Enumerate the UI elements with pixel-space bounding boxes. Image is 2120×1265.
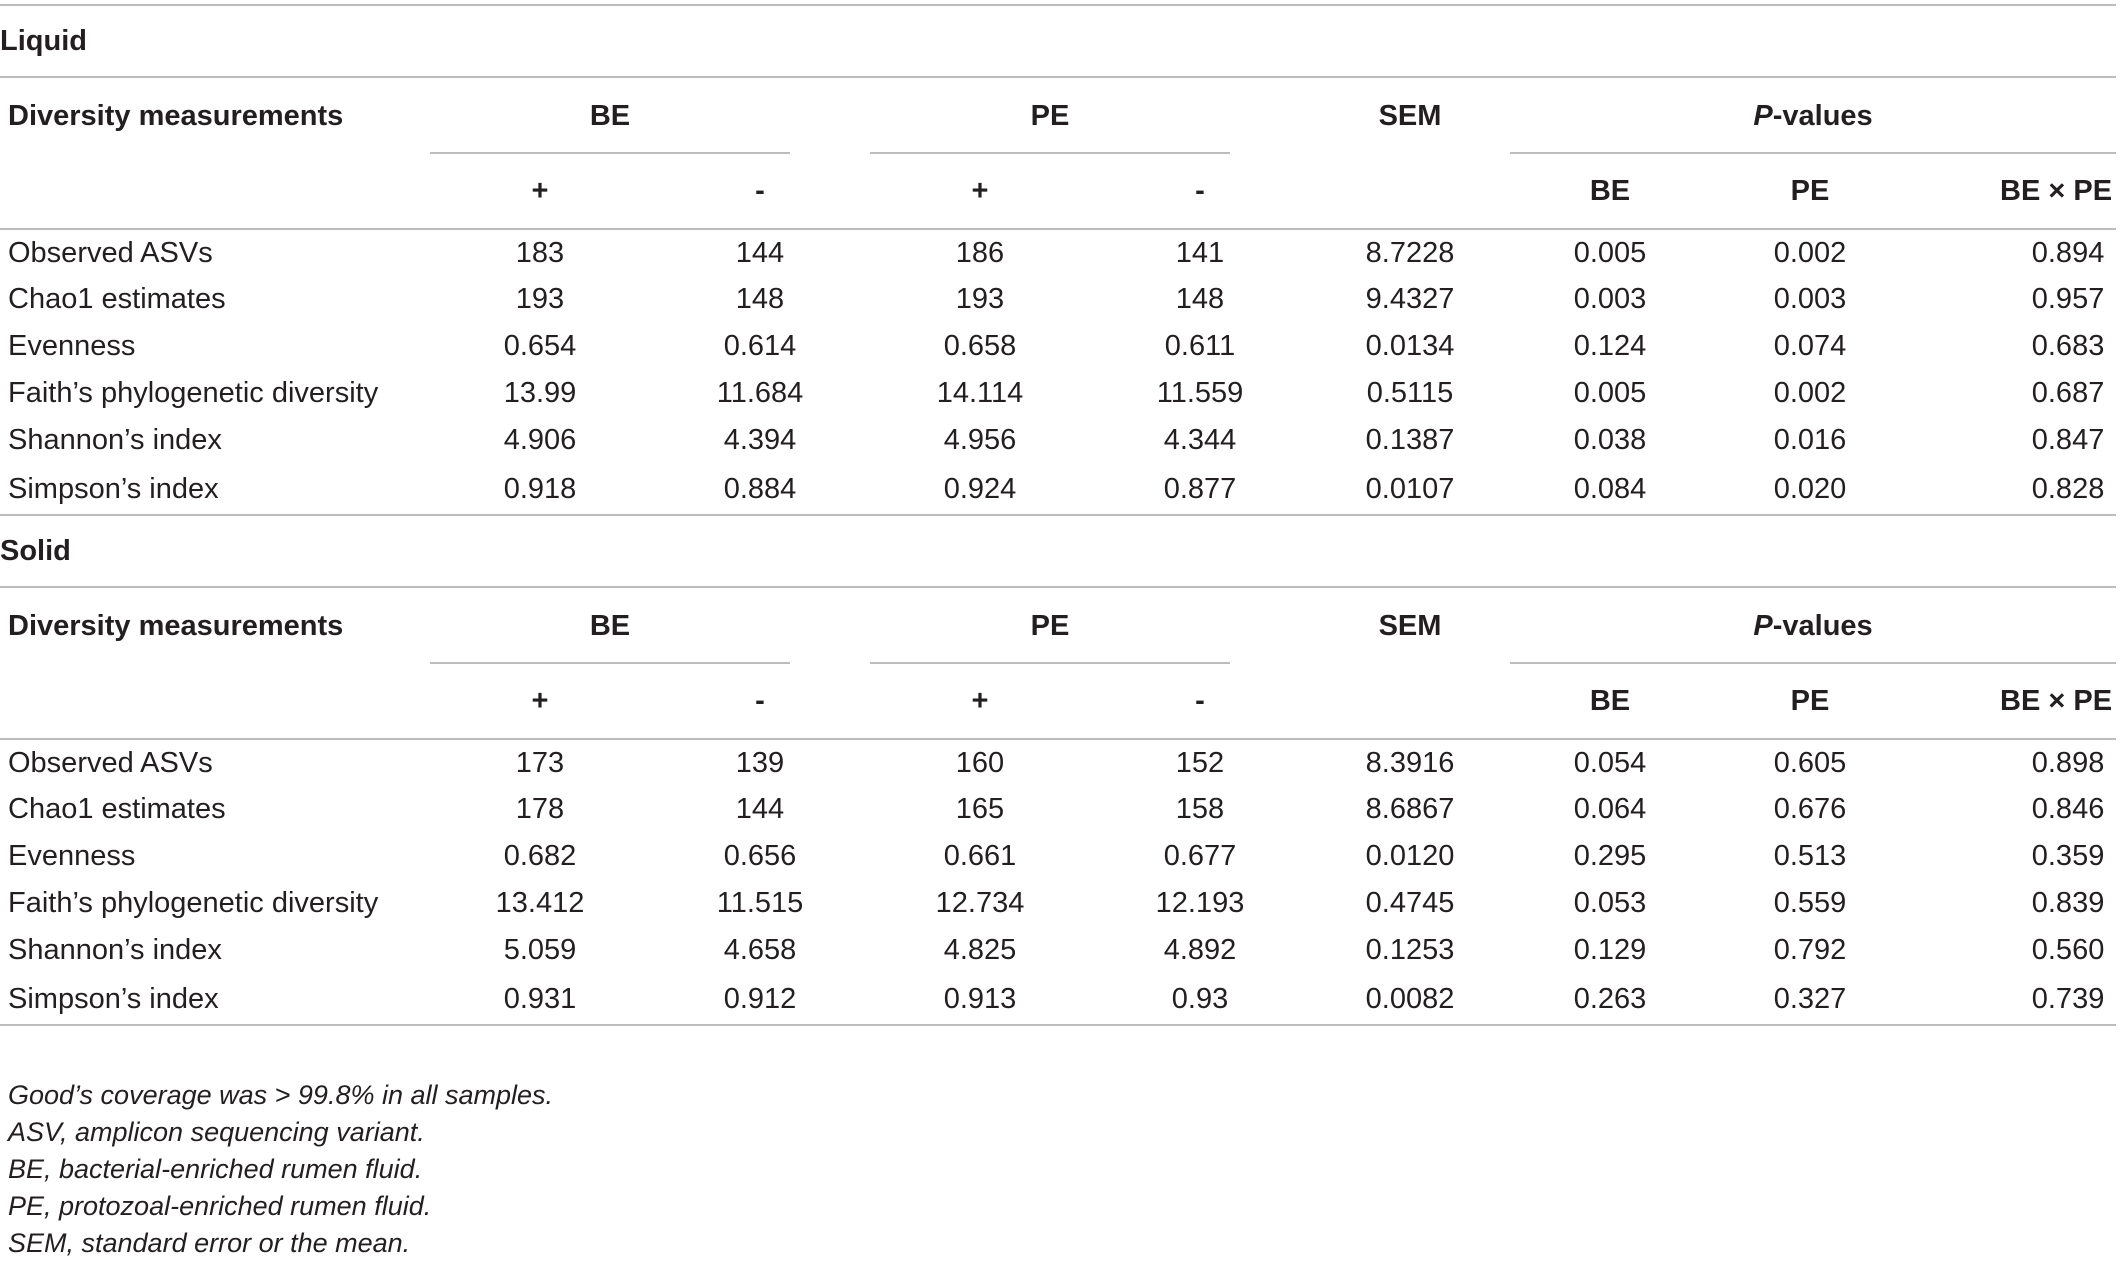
empty-cell <box>0 664 430 739</box>
p-values-suffix: -values <box>1772 609 1873 642</box>
cell-be-plus: 0.918 <box>503 472 577 505</box>
cell-p-bexpe: 0.898 <box>2031 746 2105 779</box>
cell-p-bexpe: 0.847 <box>2031 424 2105 456</box>
column-header-p-interaction: BE × PE <box>1910 154 2116 229</box>
cell-pe-plus: 165 <box>955 793 1005 825</box>
footnotes <box>8 1077 553 1262</box>
cell-p-bexpe: 0.560 <box>2031 934 2105 966</box>
cell-p-bexpe: 0.828 <box>2031 472 2105 505</box>
column-header-diversity: Diversity measurements <box>0 77 430 154</box>
cell-p-be: 0.124 <box>1573 330 1647 362</box>
table-row <box>0 464 2116 515</box>
cell-p-be: 0.084 <box>1573 472 1647 505</box>
cell-p-be: 0.038 <box>1573 424 1647 456</box>
bottom-rule <box>0 1025 2116 1026</box>
cell-pe-minus: 4.344 <box>1163 424 1237 456</box>
cell-be-minus: 11.684 <box>716 377 804 409</box>
cell-p-bexpe: 0.894 <box>2031 236 2105 269</box>
row-label: Simpson’s index <box>8 472 219 505</box>
footnote-asv: ASV, amplicon sequencing variant. <box>8 1117 425 1147</box>
p-letter: P <box>1753 609 1773 642</box>
column-header-p-values <box>1510 587 2116 664</box>
row-label: Evenness <box>8 840 136 872</box>
cell-p-be: 0.064 <box>1573 793 1647 825</box>
row-label: Observed ASVs <box>8 236 213 269</box>
cell-p-pe: 0.002 <box>1773 377 1847 409</box>
cell-pe-minus: 0.877 <box>1163 472 1237 505</box>
table-row <box>0 974 2116 1025</box>
table-body <box>0 5 2116 1026</box>
cell-p-bexpe: 0.957 <box>2031 283 2105 315</box>
column-header-pe <box>870 587 1310 664</box>
cell-be-plus: 13.99 <box>503 377 577 409</box>
cell-be-minus: 11.515 <box>716 887 804 919</box>
cell-pe-plus: 160 <box>955 746 1005 779</box>
cell-sem: 0.1253 <box>1365 934 1455 966</box>
cell-p-be: 0.005 <box>1573 377 1647 409</box>
cell-pe-minus: 141 <box>1175 236 1225 269</box>
table-row <box>0 927 2116 974</box>
cell-p-pe: 0.002 <box>1773 236 1847 269</box>
column-header-be-plus: + <box>430 154 650 229</box>
footnote-be: BE, bacterial-enriched rumen fluid. <box>8 1154 423 1184</box>
cell-p-pe: 0.327 <box>1773 982 1847 1015</box>
be-label: BE <box>589 99 631 132</box>
cell-be-plus: 173 <box>515 746 565 779</box>
section-title: Solid <box>0 515 2116 587</box>
cell-pe-plus: 0.661 <box>943 840 1017 872</box>
table-row <box>0 833 2116 880</box>
footnote-pe: PE, protozoal-enriched rumen fluid. <box>8 1191 432 1221</box>
cell-be-plus: 178 <box>515 793 565 825</box>
cell-pe-plus: 4.825 <box>943 934 1017 966</box>
cell-sem: 0.5115 <box>1366 377 1454 409</box>
table-row <box>0 417 2116 464</box>
empty-cell <box>0 154 430 229</box>
pe-label: PE <box>1030 609 1070 642</box>
column-header-sem: SEM <box>1310 587 1510 664</box>
section-title-row <box>0 5 2116 77</box>
header-row-sub <box>0 664 2116 739</box>
cell-pe-plus: 0.913 <box>943 982 1017 1015</box>
cell-pe-minus: 0.677 <box>1163 840 1237 872</box>
cell-sem: 0.1387 <box>1365 424 1455 456</box>
column-header-pe-minus: - <box>1090 664 1310 739</box>
cell-pe-plus: 0.658 <box>943 330 1017 362</box>
cell-be-minus: 0.614 <box>723 330 797 362</box>
cell-be-plus: 0.682 <box>503 840 577 872</box>
row-label: Shannon’s index <box>8 424 222 456</box>
cell-p-bexpe: 0.846 <box>2031 793 2105 825</box>
footnote-sem: SEM, standard error or the mean. <box>8 1228 411 1258</box>
column-header-p-interaction: BE × PE <box>1910 664 2116 739</box>
cell-be-minus: 4.394 <box>723 424 797 456</box>
cell-be-plus: 0.931 <box>503 982 577 1015</box>
cell-p-be: 0.263 <box>1573 982 1647 1015</box>
cell-p-pe: 0.513 <box>1773 840 1847 872</box>
row-label: Chao1 estimates <box>8 793 226 825</box>
column-header-pe-plus: + <box>870 664 1090 739</box>
cell-pe-minus: 152 <box>1175 746 1225 779</box>
cell-p-be: 0.054 <box>1573 746 1647 779</box>
cell-p-pe: 0.605 <box>1773 746 1847 779</box>
cell-be-plus: 5.059 <box>503 934 577 966</box>
column-header-p-be: BE <box>1510 154 1710 229</box>
cell-p-be: 0.129 <box>1573 934 1647 966</box>
cell-pe-plus: 4.956 <box>943 424 1017 456</box>
column-header-be-plus: + <box>430 664 650 739</box>
cell-sem: 0.0120 <box>1365 840 1455 872</box>
header-row-group <box>0 587 2116 664</box>
cell-be-plus: 4.906 <box>503 424 577 456</box>
cell-be-minus: 0.912 <box>723 982 797 1015</box>
cell-be-minus: 148 <box>735 283 785 315</box>
cell-be-minus: 139 <box>735 746 785 779</box>
table-row <box>0 786 2116 833</box>
cell-pe-plus: 0.924 <box>943 472 1017 505</box>
cell-p-be: 0.003 <box>1573 283 1647 315</box>
empty-cell <box>1310 154 1510 229</box>
row-label: Faith’s phylogenetic diversity <box>8 377 379 409</box>
cell-pe-minus: 12.193 <box>1155 887 1245 919</box>
bottom-rule-cell <box>0 1025 2116 1026</box>
p-values-suffix: -values <box>1772 99 1873 132</box>
cell-p-pe: 0.016 <box>1773 424 1847 456</box>
cell-pe-minus: 11.559 <box>1156 377 1244 409</box>
diversity-table <box>0 4 2116 1026</box>
cell-sem: 0.0134 <box>1365 330 1455 362</box>
header-row-sub <box>0 154 2116 229</box>
cell-pe-plus: 12.734 <box>935 887 1025 919</box>
cell-p-bexpe: 0.359 <box>2031 840 2105 872</box>
cell-sem: 0.0107 <box>1365 472 1455 505</box>
cell-be-plus: 0.654 <box>503 330 577 362</box>
cell-p-pe: 0.074 <box>1773 330 1847 362</box>
cell-be-plus: 183 <box>515 236 565 269</box>
column-header-be-minus: - <box>650 664 870 739</box>
row-label: Chao1 estimates <box>8 283 226 315</box>
cell-p-pe: 0.559 <box>1773 887 1847 919</box>
cell-pe-minus: 0.93 <box>1171 982 1229 1015</box>
cell-be-minus: 144 <box>735 236 785 269</box>
column-header-be <box>430 587 870 664</box>
cell-p-bexpe: 0.839 <box>2031 887 2105 919</box>
cell-p-pe: 0.676 <box>1773 793 1847 825</box>
cell-pe-plus: 186 <box>955 236 1005 269</box>
be-label: BE <box>589 609 631 642</box>
column-header-pe <box>870 77 1310 154</box>
section-title: Liquid <box>0 5 2116 77</box>
column-header-be-minus: - <box>650 154 870 229</box>
table-row <box>0 739 2116 786</box>
cell-p-pe: 0.792 <box>1773 934 1847 966</box>
row-label: Evenness <box>8 330 136 362</box>
table-row <box>0 370 2116 417</box>
p-letter: P <box>1753 99 1773 132</box>
column-header-p-be: BE <box>1510 664 1710 739</box>
row-label: Shannon’s index <box>8 934 222 966</box>
cell-sem: 8.6867 <box>1365 793 1455 825</box>
section-title-row <box>0 515 2116 587</box>
cell-sem: 8.3916 <box>1365 746 1455 779</box>
column-header-sem: SEM <box>1310 77 1510 154</box>
cell-pe-minus: 4.892 <box>1163 934 1237 966</box>
footnote-coverage: Good’s coverage was > 99.8% in all samples. <box>8 1080 554 1110</box>
column-header-p-values <box>1510 77 2116 154</box>
cell-sem: 0.0082 <box>1365 982 1455 1015</box>
header-row-group <box>0 77 2116 154</box>
column-header-be <box>430 77 870 154</box>
row-label: Simpson’s index <box>8 982 219 1015</box>
column-header-pe-minus: - <box>1090 154 1310 229</box>
cell-sem: 9.4327 <box>1365 283 1455 315</box>
cell-be-minus: 0.656 <box>723 840 797 872</box>
column-header-p-pe: PE <box>1710 154 1910 229</box>
pe-label: PE <box>1030 99 1070 132</box>
empty-cell <box>1310 664 1510 739</box>
cell-pe-minus: 0.611 <box>1164 330 1236 362</box>
cell-pe-plus: 14.114 <box>936 377 1024 409</box>
cell-p-be: 0.053 <box>1573 887 1647 919</box>
column-header-pe-plus: + <box>870 154 1090 229</box>
table-row <box>0 880 2116 927</box>
cell-be-minus: 4.658 <box>723 934 797 966</box>
row-label: Faith’s phylogenetic diversity <box>8 887 379 919</box>
cell-p-pe: 0.003 <box>1773 283 1847 315</box>
cell-p-be: 0.005 <box>1573 236 1647 269</box>
column-header-p-pe: PE <box>1710 664 1910 739</box>
table-row <box>0 229 2116 276</box>
cell-sem: 0.4745 <box>1365 887 1455 919</box>
cell-p-pe: 0.020 <box>1773 472 1847 505</box>
table-row <box>0 276 2116 323</box>
cell-p-bexpe: 0.687 <box>2031 377 2105 409</box>
cell-p-bexpe: 0.683 <box>2031 330 2105 362</box>
cell-p-bexpe: 0.739 <box>2031 982 2105 1015</box>
cell-be-minus: 144 <box>735 793 785 825</box>
cell-be-plus: 193 <box>515 283 565 315</box>
cell-pe-minus: 158 <box>1175 793 1225 825</box>
cell-p-be: 0.295 <box>1573 840 1647 872</box>
table-row <box>0 323 2116 370</box>
cell-be-plus: 13.412 <box>495 887 585 919</box>
cell-pe-minus: 148 <box>1175 283 1225 315</box>
cell-pe-plus: 193 <box>955 283 1005 315</box>
cell-sem: 8.7228 <box>1365 236 1455 269</box>
cell-be-minus: 0.884 <box>723 472 797 505</box>
column-header-diversity: Diversity measurements <box>0 587 430 664</box>
row-label: Observed ASVs <box>8 746 213 779</box>
